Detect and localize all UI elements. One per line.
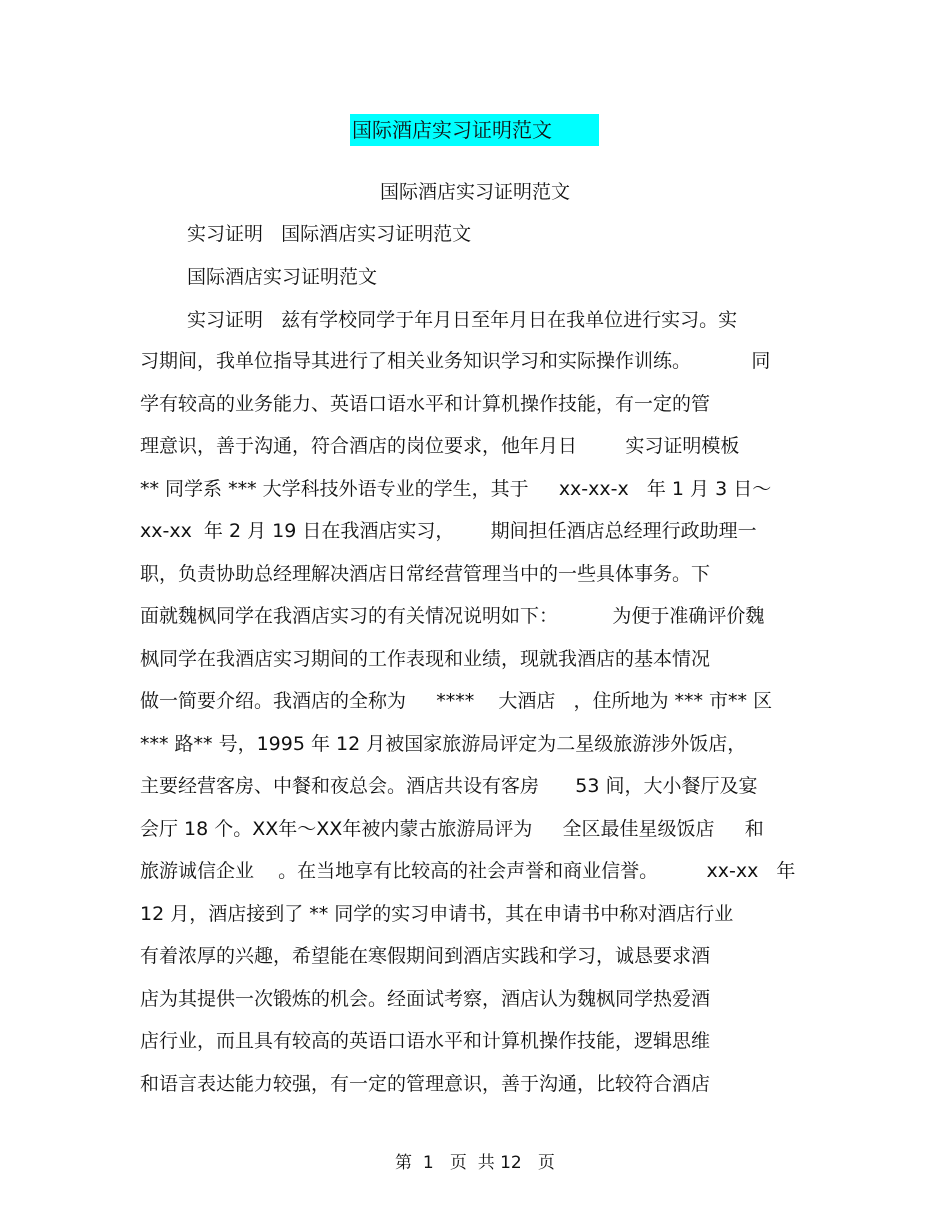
document-subtitle: 国际酒店实习证明范文 — [379, 181, 570, 203]
body-line: 主要经营客房、中餐和夜总会。酒店共设有客房 53 间，大小餐厅及宴 — [140, 775, 758, 797]
page-number-footer: 第 1 页 共 12 页 — [395, 1153, 555, 1173]
body-line: 店行业，而且具有较高的英语口语水平和计算机操作技能，逻辑思维 — [140, 1030, 711, 1052]
document-title: 国际酒店实习证明范文 — [350, 114, 599, 146]
body-line: 面就魏枫同学在我酒店实习的有关情况说明如下： 为便于准确评价魏 — [140, 605, 765, 627]
body-line: 实习证明 国际酒店实习证明范文 — [187, 223, 472, 245]
body-line: ** 同学系 *** 大学科技外语专业的学生，其于 xx-xx-x 年 1 月 3 日～ — [140, 478, 772, 500]
body-line: 国际酒店实习证明范文 — [187, 266, 378, 288]
body-line: 12 月，酒店接到了 ** 同学的实习申请书，其在申请书中称对酒店行业 — [140, 903, 734, 925]
body-line: 做一简要介绍。我酒店的全称为 **** 大酒店 ，住所地为 *** 市** 区 — [140, 690, 773, 712]
body-line: 和语言表达能力较强，有一定的管理意识，善于沟通，比较符合酒店 — [140, 1073, 711, 1095]
body-line: 旅游诚信企业 。在当地享有比较高的社会声誉和商业信誉。 xx-xx 年 — [140, 860, 796, 882]
body-line: xx-xx 年 2 月 19 日在我酒店实习， 期间担任酒店总经理行政助理一 — [140, 520, 757, 542]
body-line: 实习证明 兹有学校同学于年月日至年月日在我单位进行实习。实 — [187, 309, 738, 331]
body-line: 职，负责协助总经理解决酒店日常经营管理当中的一些具体事务。下 — [140, 563, 711, 585]
body-line: 习期间，我单位指导其进行了相关业务知识学习和实际操作训练。 同 — [140, 350, 771, 372]
body-line: 会厅 18 个。XX年～XX年被内蒙古旅游局评为 全区最佳星级饭店 和 — [140, 818, 764, 840]
body-line: 有着浓厚的兴趣，希望能在寒假期间到酒店实践和学习，诚恳要求酒 — [140, 945, 711, 967]
body-line: *** 路** 号，1995 年 12 月被国家旅游局评定为二星级旅游涉外饭店， — [140, 733, 747, 755]
body-line: 店为其提供一次锻炼的机会。经面试考察，酒店认为魏枫同学热爱酒 — [140, 988, 711, 1010]
body-line: 学有较高的业务能力、英语口语水平和计算机操作技能，有一定的管 — [140, 393, 711, 415]
body-line: 枫同学在我酒店实习期间的工作表现和业绩，现就我酒店的基本情况 — [140, 648, 711, 670]
body-line: 理意识，善于沟通，符合酒店的岗位要求，他年月日 实习证明模板 — [140, 435, 740, 457]
